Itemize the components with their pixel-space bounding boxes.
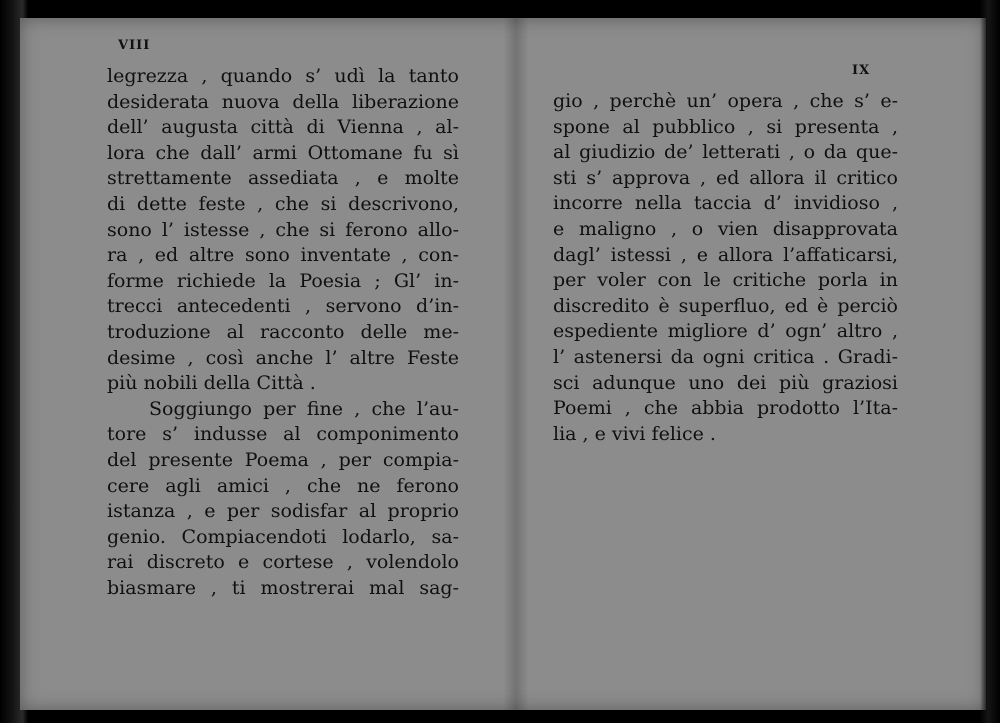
text-line: tore s’ indusse al componimento: [107, 423, 459, 446]
text-line: desime , così anche l’ altre Feste: [107, 346, 459, 369]
text-line: incorre nella taccia d’ invidioso ,: [553, 192, 898, 215]
text-line: del presente Poema , per compia-: [107, 448, 459, 471]
text-line: troduzione al racconto delle me-: [107, 320, 459, 343]
text-line: lora che dall’ armi Ottomane fu sì: [107, 141, 459, 164]
text-line: sono l’ istesse , che si ferono allo-: [107, 218, 459, 241]
text-line: di dette feste , che si descrivono,: [107, 192, 459, 215]
text-line: più nobili della Città .: [107, 372, 316, 395]
text-line: spone al pubblico , si presenta ,: [553, 115, 898, 138]
text-line: desiderata nuova della liberazione: [107, 90, 459, 113]
text-line: dell’ augusta città di Vienna , al-: [107, 116, 459, 139]
text-line: lia , e vivi felice .: [553, 422, 716, 445]
text-line: cere agli amici , che ne ferono: [107, 474, 459, 497]
text-line: e maligno , o vien disapprovata: [553, 217, 898, 240]
text-line: trecci antecedenti , servono d’in-: [107, 295, 459, 318]
right-page-text: [553, 89, 898, 447]
left-page-text: [107, 64, 459, 601]
text-line: sci adunque uno dei più graziosi: [553, 371, 898, 394]
text-line: al giudizio de’ letterati , o da que-: [553, 141, 898, 164]
text-line: sti s’ approva , ed allora il critico: [553, 166, 898, 189]
text-line: ra , ed altre sono inventate , con-: [107, 244, 459, 267]
text-line: strettamente assediata , e molte: [107, 167, 459, 190]
text-line: per voler con le critiche porla in: [553, 269, 898, 292]
text-line: discredito è superfluo, ed è perciò: [553, 294, 898, 317]
right-page-number: IX: [852, 63, 871, 78]
text-line: l’ astenersi da ogni critica . Gradi-: [553, 345, 898, 368]
text-line: Soggiungo per fine , che l’au-: [149, 397, 459, 420]
text-line: forme richiede la Poesia ; Gl’ in-: [107, 269, 459, 292]
text-line: rai discreto e cortese , volendolo: [107, 551, 459, 574]
text-line: gio , perchè un’ opera , che s’ e-: [553, 90, 898, 112]
text-line: genio. Compiacendoti lodarlo, sa-: [107, 525, 459, 548]
book-edge-right: [980, 0, 1000, 723]
text-line: espediente migliore d’ ogn’ altro ,: [553, 320, 898, 343]
book-gutter: [503, 18, 529, 710]
text-line: Poemi , che abbia prodotto l’Ita-: [553, 397, 898, 420]
text-line: legrezza , quando s’ udì la tanto: [107, 65, 459, 87]
text-line: dagl’ istessi , e allora l’affaticarsi,: [553, 243, 898, 266]
text-line: biasmare , ti mostrerai mal sag-: [107, 576, 459, 599]
text-line: istanza , e per sodisfar al proprio: [107, 500, 459, 523]
left-page-number: VIII: [118, 38, 151, 53]
